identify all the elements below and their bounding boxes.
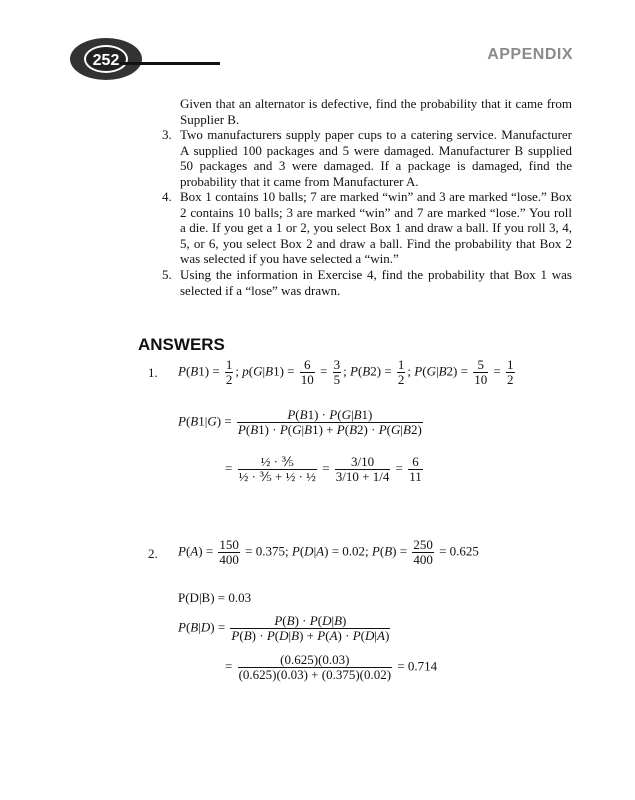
exercise-number: 3.	[162, 127, 172, 142]
exercise-number: 5.	[162, 267, 172, 282]
exercise-text: Using the information in Exercise 4, find the probability that Box 1 was selected if a “lose” was drawn.	[180, 267, 572, 298]
answer-1-result: $\frac{6}{11}$	[409, 454, 422, 484]
exercise-text: Box 1 contains 10 balls; 7 are marked “win” and 3 are marked “lose.” Box 2 contains 10 balls; 3 are marked “win” and 7 are marked “lose.” You roll a die. If you get a 1 or 2, you select Box 1 and draw a ball. If you roll 3, 4, 5, or 6, you select Box 2 and draw a ball. Find the probability that Box 2 was selected if you have selected a “win.”	[180, 189, 572, 266]
answer-2-calc: = $\frac{(0.625)(0.03)}{(0.625)(0.03) + (0.375)(0.02)}$ = 0.714	[225, 652, 438, 682]
exercise-4	[162, 189, 572, 267]
exercise-text: Two manufacturers supply paper cups to a catering service. Manufacturer A supplied 100 packages and 5 were damaged. Manufacturer B supplied 50 packages and 3 were damaged. If a package is damaged, find the probability that it came from Manufacturer A.	[180, 127, 572, 189]
answer-1-num: 1.	[148, 365, 158, 380]
exercise-continuation: Given that an alternator is defective, find the probability that it came from Supplier B.	[180, 96, 572, 127]
answer-2-pdb: P(D|B) = 0.03	[178, 590, 252, 605]
answer-1-line1: P(B1) = $\frac{1}{2}$ ; p(G|B1) = $\frac{6}{10}$ = $\frac{3}{5}$ ; P(B2) = $\frac{1}{2}$ ; P(G|B2) = $\frac{5}{10}$ = $\frac{1}{2}$	[178, 357, 514, 387]
header-rule	[120, 62, 220, 65]
page-number: 252	[84, 45, 128, 73]
answer-2-bayes: P(B|D) = $\frac{P(B) \cdot P(D|B)}{P(B) \cdot P(D|B) + P(A) \cdot P(D|A)}$	[178, 613, 390, 643]
answers-heading: ANSWERS	[138, 335, 225, 354]
page-header	[0, 0, 635, 90]
answer-1-calc: = ½ · ⅗ ½ · ⅗ + ½ · ½ = $\frac{3/10}{3/10 + 1/4}$ = $\frac{6}{11}$	[225, 454, 422, 484]
answer-1-bayes: P(B1|G) = $\frac{P(B1) \cdot P(G|B1)}{P(B1) \cdot P(G|B1) + P(B2) \cdot P(G|B2)}$	[178, 407, 422, 437]
section-title: APPENDIX	[487, 46, 573, 63]
answer-2-result: = 0.714	[397, 658, 438, 674]
exercise-3	[162, 127, 572, 189]
exercise-number: 4.	[162, 189, 172, 204]
answer-2-num: 2.	[148, 546, 158, 561]
answer-2-line1: P(A) = $\frac{150}{400}$ = 0.375; P(D|A) = 0.02; P(B) = $\frac{250}{400}$ = 0.625	[178, 537, 479, 567]
page-number-badge	[70, 38, 142, 80]
exercise-5	[162, 267, 572, 298]
